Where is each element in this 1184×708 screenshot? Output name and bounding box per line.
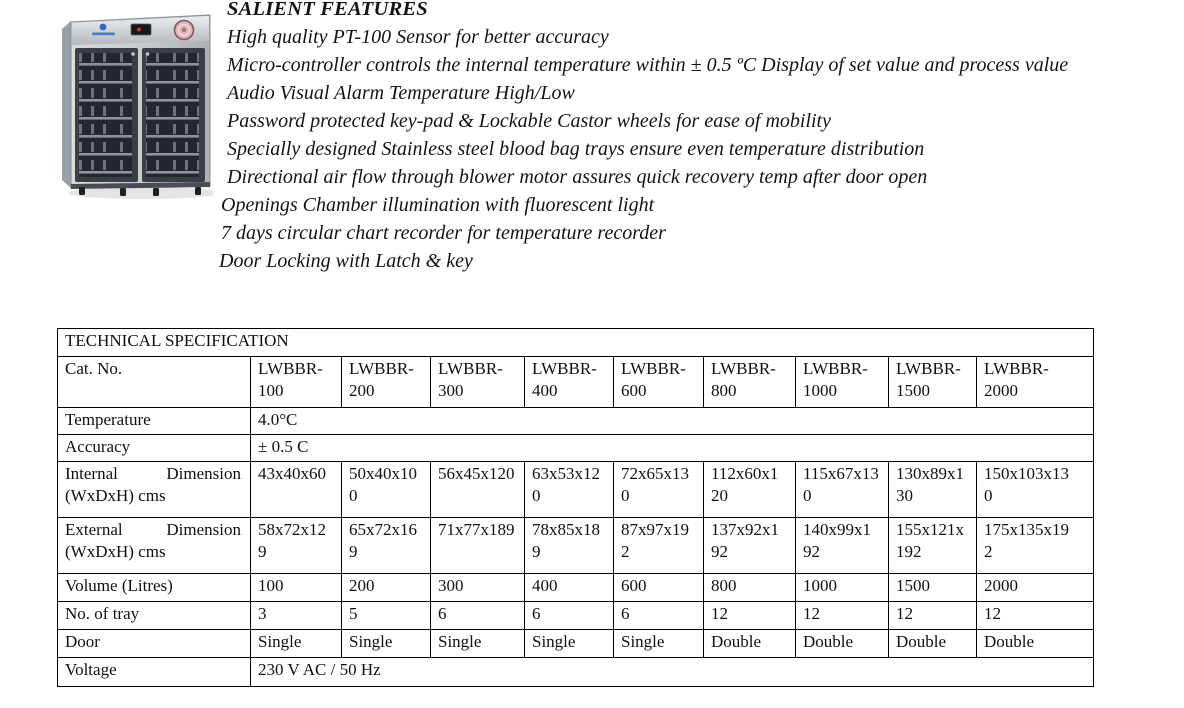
feature-item: Door Locking with Latch & key bbox=[219, 250, 473, 272]
tray-count: 12 bbox=[796, 602, 889, 630]
external-dimension-value: 78x85x189 bbox=[525, 518, 614, 574]
door-type: Double bbox=[977, 630, 1094, 658]
external-dimension-value: 175x135x192 bbox=[977, 518, 1094, 574]
volume-value: 1500 bbox=[889, 574, 977, 602]
volume-value: 400 bbox=[525, 574, 614, 602]
volume-value: 800 bbox=[704, 574, 796, 602]
model-name: LWBBR-200 bbox=[349, 359, 414, 400]
voltage-value: 230 V AC / 50 Hz bbox=[251, 658, 1094, 687]
model-name: LWBBR-1500 bbox=[896, 359, 961, 400]
tray-count: 12 bbox=[889, 602, 977, 630]
internal-dimension-value: 63x53x120 bbox=[525, 462, 614, 518]
feature-item: Directional air flow through blower motor assures quick recovery temp after door open bbox=[227, 166, 928, 188]
tray-count: 6 bbox=[431, 602, 525, 630]
row-label-temperature: Temperature bbox=[58, 408, 251, 435]
internal-dimension-value: 112x60x120 bbox=[704, 462, 796, 518]
external-dimension-value: 71x77x189 bbox=[431, 518, 525, 574]
external-dimension-value: 65x72x169 bbox=[342, 518, 431, 574]
row-label-voltage: Voltage bbox=[58, 658, 251, 687]
internal-dimension-value: 130x89x130 bbox=[889, 462, 977, 518]
tray-count: 12 bbox=[977, 602, 1094, 630]
cabinet-side bbox=[62, 21, 71, 188]
model-header bbox=[614, 357, 704, 408]
feature-item: Micro-controller controls the internal temperature within ± 0.5 ºC Display of set value and process value bbox=[227, 54, 1069, 76]
model-header bbox=[525, 357, 614, 408]
row-label-external-dimension: External Dimension (WxDxH) cms bbox=[58, 518, 251, 574]
row-label-door: Door bbox=[58, 630, 251, 658]
feature-item: Openings Chamber illumination with fluorescent light bbox=[221, 194, 655, 216]
brand-logo-icon bbox=[100, 24, 107, 31]
technical-specification-table bbox=[57, 328, 1094, 687]
castor-wheel bbox=[120, 188, 126, 196]
tray-count: 5 bbox=[342, 602, 431, 630]
internal-dimension-value: 43x40x60 bbox=[251, 462, 342, 518]
table-title: TECHNICAL SPECIFICATION bbox=[58, 329, 1094, 357]
external-dimension-value: 87x97x192 bbox=[614, 518, 704, 574]
model-name: LWBBR-400 bbox=[532, 359, 597, 400]
volume-value: 600 bbox=[614, 574, 704, 602]
accuracy-value: ± 0.5 C bbox=[251, 435, 1094, 462]
model-name: LWBBR-600 bbox=[621, 359, 686, 400]
internal-dimension-value: 50x40x100 bbox=[342, 462, 431, 518]
model-name: LWBBR-800 bbox=[711, 359, 776, 400]
model-header bbox=[431, 357, 525, 408]
feature-item: Audio Visual Alarm Temperature High/Low bbox=[227, 82, 575, 104]
model-header bbox=[251, 357, 342, 408]
model-name: LWBBR-300 bbox=[438, 359, 503, 400]
tray-count: 6 bbox=[614, 602, 704, 630]
door-type: Single bbox=[431, 630, 525, 658]
door-type: Single bbox=[525, 630, 614, 658]
door-type: Double bbox=[704, 630, 796, 658]
volume-value: 300 bbox=[431, 574, 525, 602]
refrigerator-image bbox=[60, 8, 213, 200]
row-label-trays: No. of tray bbox=[58, 602, 251, 630]
door-type: Double bbox=[889, 630, 977, 658]
features-title: SALIENT FEATURES bbox=[227, 0, 428, 20]
model-header bbox=[342, 357, 431, 408]
castor-wheel bbox=[153, 188, 159, 196]
door-type: Double bbox=[796, 630, 889, 658]
model-header bbox=[796, 357, 889, 408]
display-digit bbox=[137, 28, 141, 32]
temperature-value: 4.0°C bbox=[251, 408, 1094, 435]
feature-item: High quality PT-100 Sensor for better accuracy bbox=[227, 26, 609, 48]
row-label-internal-dimension: Internal Dimension (WxDxH) cms bbox=[58, 462, 251, 518]
row-label-accuracy: Accuracy bbox=[58, 435, 251, 462]
door-lock-left bbox=[131, 52, 135, 56]
internal-dimension-value: 150x103x130 bbox=[977, 462, 1094, 518]
volume-value: 1000 bbox=[796, 574, 889, 602]
product-photo bbox=[60, 8, 213, 200]
door-lock-right bbox=[146, 52, 150, 56]
external-dimension-value: 58x72x129 bbox=[251, 518, 342, 574]
model-header bbox=[889, 357, 977, 408]
tray-count: 6 bbox=[525, 602, 614, 630]
external-dimension-value: 155x121x192 bbox=[889, 518, 977, 574]
internal-dimension-value: 72x65x130 bbox=[614, 462, 704, 518]
castor-wheel bbox=[79, 187, 85, 195]
model-name: LWBBR-100 bbox=[258, 359, 323, 400]
feature-item: 7 days circular chart recorder for temperature recorder bbox=[221, 222, 666, 244]
model-name: LWBBR-2000 bbox=[984, 359, 1049, 400]
salient-features-section bbox=[219, 0, 1113, 275]
shadow bbox=[68, 187, 213, 199]
volume-value: 100 bbox=[251, 574, 342, 602]
model-header bbox=[977, 357, 1094, 408]
model-name: LWBBR-1000 bbox=[803, 359, 868, 400]
model-header bbox=[704, 357, 796, 408]
tray-count: 12 bbox=[704, 602, 796, 630]
castor-wheel bbox=[195, 187, 201, 195]
door-type: Single bbox=[614, 630, 704, 658]
internal-dimension-value: 115x67x130 bbox=[796, 462, 889, 518]
feature-item: Specially designed Stainless steel blood bag trays ensure even temperature distribution bbox=[227, 138, 925, 160]
brand-logo bbox=[92, 33, 115, 36]
volume-value: 2000 bbox=[977, 574, 1094, 602]
external-dimension-value: 137x92x192 bbox=[704, 518, 796, 574]
volume-value: 200 bbox=[342, 574, 431, 602]
row-label-volume: Volume (Litres) bbox=[58, 574, 251, 602]
tray-count: 3 bbox=[251, 602, 342, 630]
internal-dimension-value: 56x45x120 bbox=[431, 462, 525, 518]
feature-item: Password protected key-pad & Lockable Castor wheels for ease of mobility bbox=[227, 110, 831, 132]
external-dimension-value: 140x99x192 bbox=[796, 518, 889, 574]
door-type: Single bbox=[342, 630, 431, 658]
door-type: Single bbox=[251, 630, 342, 658]
row-label-cat-no: Cat. No. bbox=[58, 357, 251, 408]
